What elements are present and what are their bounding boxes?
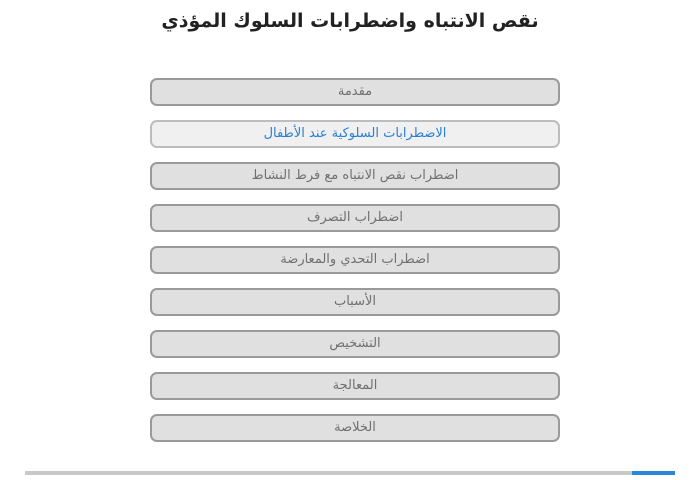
menu-item-diagnosis[interactable]: التشخيص — [150, 330, 560, 358]
menu-item-behavioral-disorders[interactable]: الاضطرابات السلوكية عند الأطفال — [150, 120, 560, 148]
menu-item-summary[interactable]: الخلاصة — [150, 414, 560, 442]
chapter-menu — [150, 78, 560, 456]
progress-bar — [25, 471, 675, 475]
menu-item-treatment[interactable]: المعالجة — [150, 372, 560, 400]
progress-bar-fill — [632, 471, 675, 475]
menu-item-introduction[interactable]: مقدمة — [150, 78, 560, 106]
menu-item-oppositional-defiant[interactable]: اضطراب التحدي والمعارضة — [150, 246, 560, 274]
page-title: نقص الانتباه واضطرابات السلوك المؤذي — [161, 10, 539, 32]
menu-item-adhd[interactable]: اضطراب نقص الانتباه مع فرط النشاط — [150, 162, 560, 190]
menu-item-causes[interactable]: الأسباب — [150, 288, 560, 316]
menu-item-conduct-disorder[interactable]: اضطراب التصرف — [150, 204, 560, 232]
